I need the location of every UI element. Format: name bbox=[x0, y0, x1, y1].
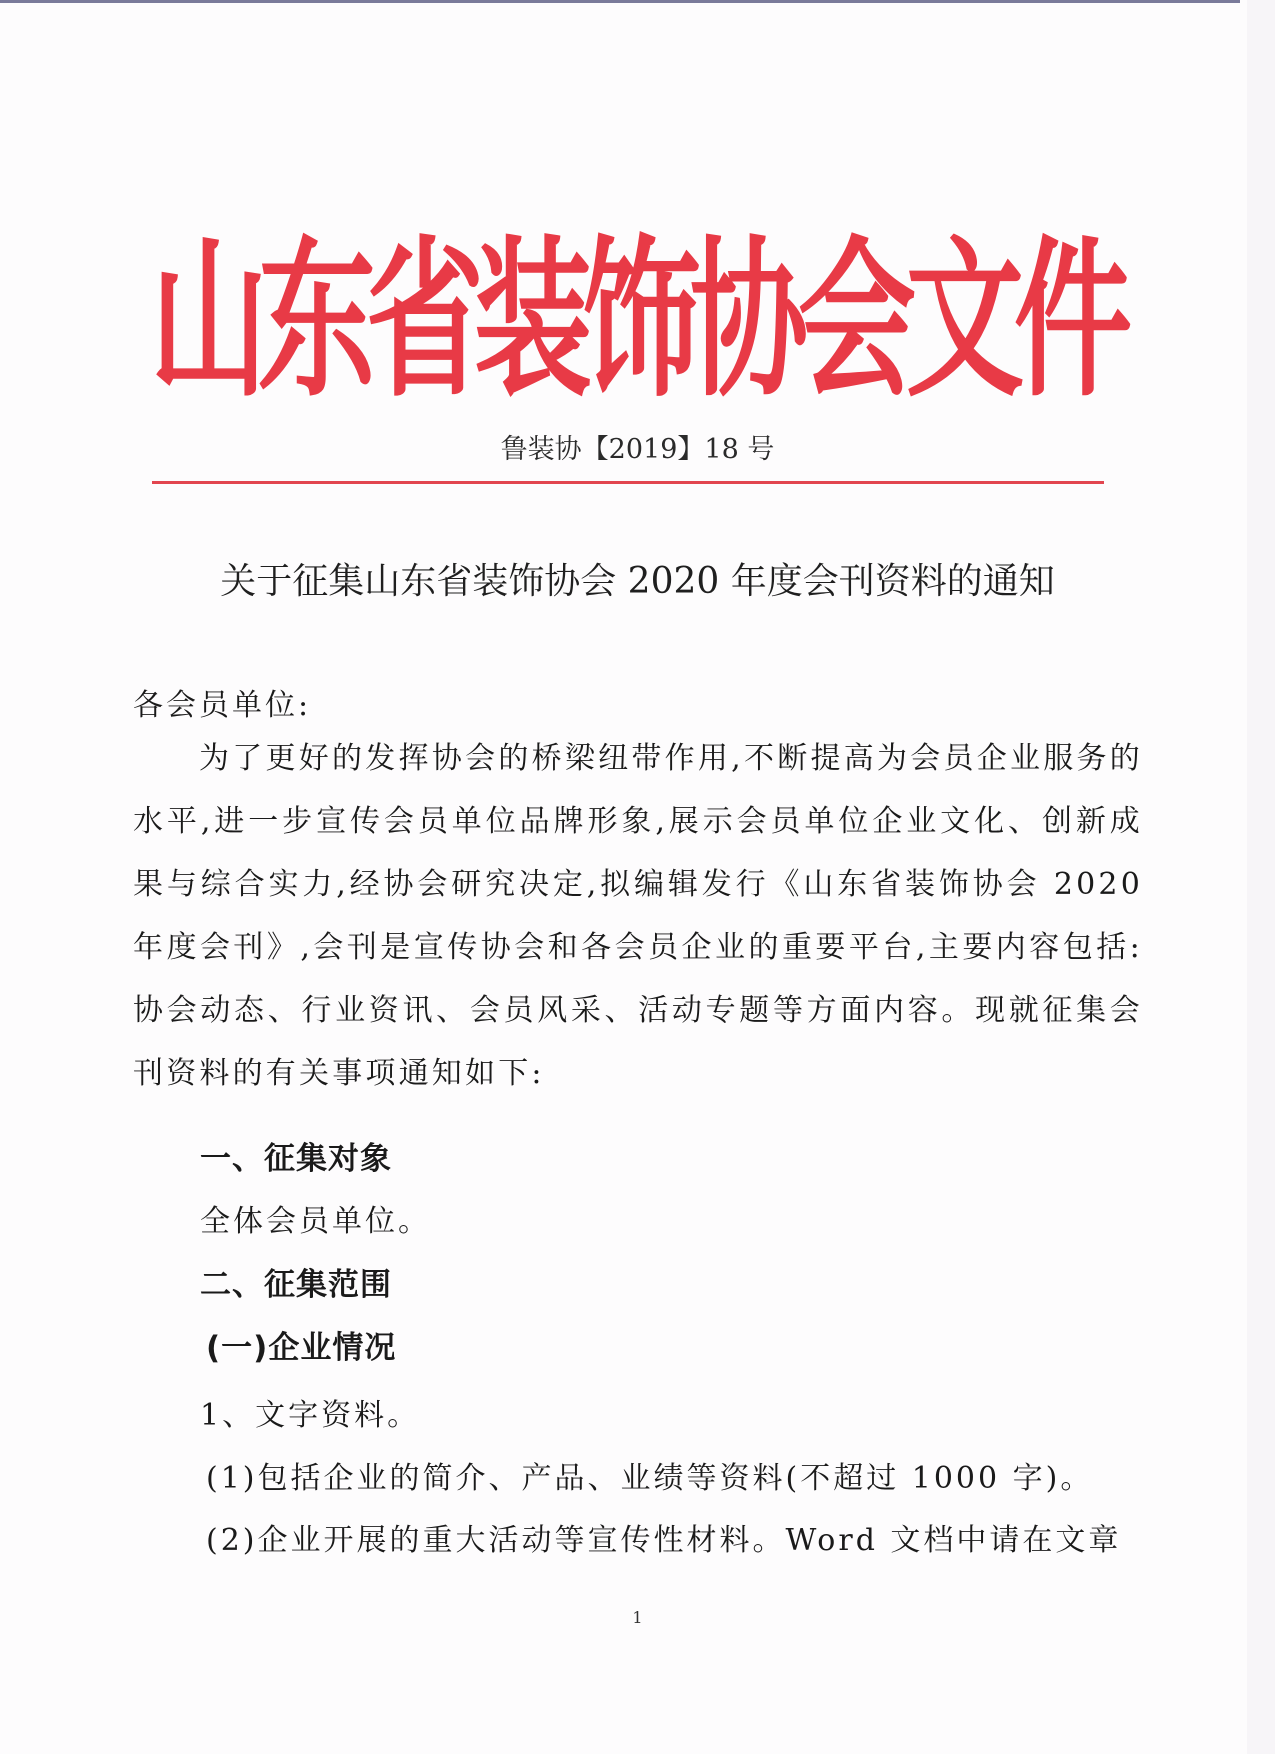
document-number: 鲁装协【2019】18 号 bbox=[500, 434, 775, 465]
list-item-text-materials: 1、文字资料。 bbox=[200, 1398, 421, 1433]
list-subitem-1: (1)包括企业的简介、产品、业绩等资料(不超过 1000 字)。 bbox=[206, 1461, 1094, 1496]
scan-edge-right bbox=[1247, 0, 1275, 1754]
section-heading-scope: 二、征集范围 bbox=[200, 1267, 392, 1303]
body-paragraph: 为了更好的发挥协会的桥梁纽带作用,不断提高为会员企业服务的水平,进一步宣传会员单位品牌形象,展示会员单位企业文化、创新成果与综合实力,经协会研究决定,拟编辑发行《山东省装饰协会 2020 年度会刊》,会刊是宣传协会和各会员企业的重要平台,主要内容包括:协会动态、行业资讯、会员风采、活动专题等方面内容。现就征集会刊资料的有关事项通知如下: bbox=[133, 741, 1143, 1091]
section-heading-targets: 一、征集对象 bbox=[200, 1141, 392, 1177]
red-divider-line bbox=[152, 481, 1104, 484]
subsection-heading-company: (一)企业情况 bbox=[206, 1330, 397, 1366]
list-subitem-2: (2)企业开展的重大活动等宣传性材料。Word 文档中请在文章 bbox=[206, 1523, 1122, 1558]
notice-title: 关于征集山东省装饰协会 2020 年度会刊资料的通知 bbox=[220, 561, 1055, 602]
organization-header-title: 山东省装饰协会文件 bbox=[150, 219, 1123, 421]
scan-edge-top bbox=[0, 0, 1240, 3]
section-body-targets: 全体会员单位。 bbox=[200, 1204, 431, 1239]
salutation: 各会员单位: bbox=[133, 688, 312, 723]
page-number: 1 bbox=[632, 1608, 643, 1627]
